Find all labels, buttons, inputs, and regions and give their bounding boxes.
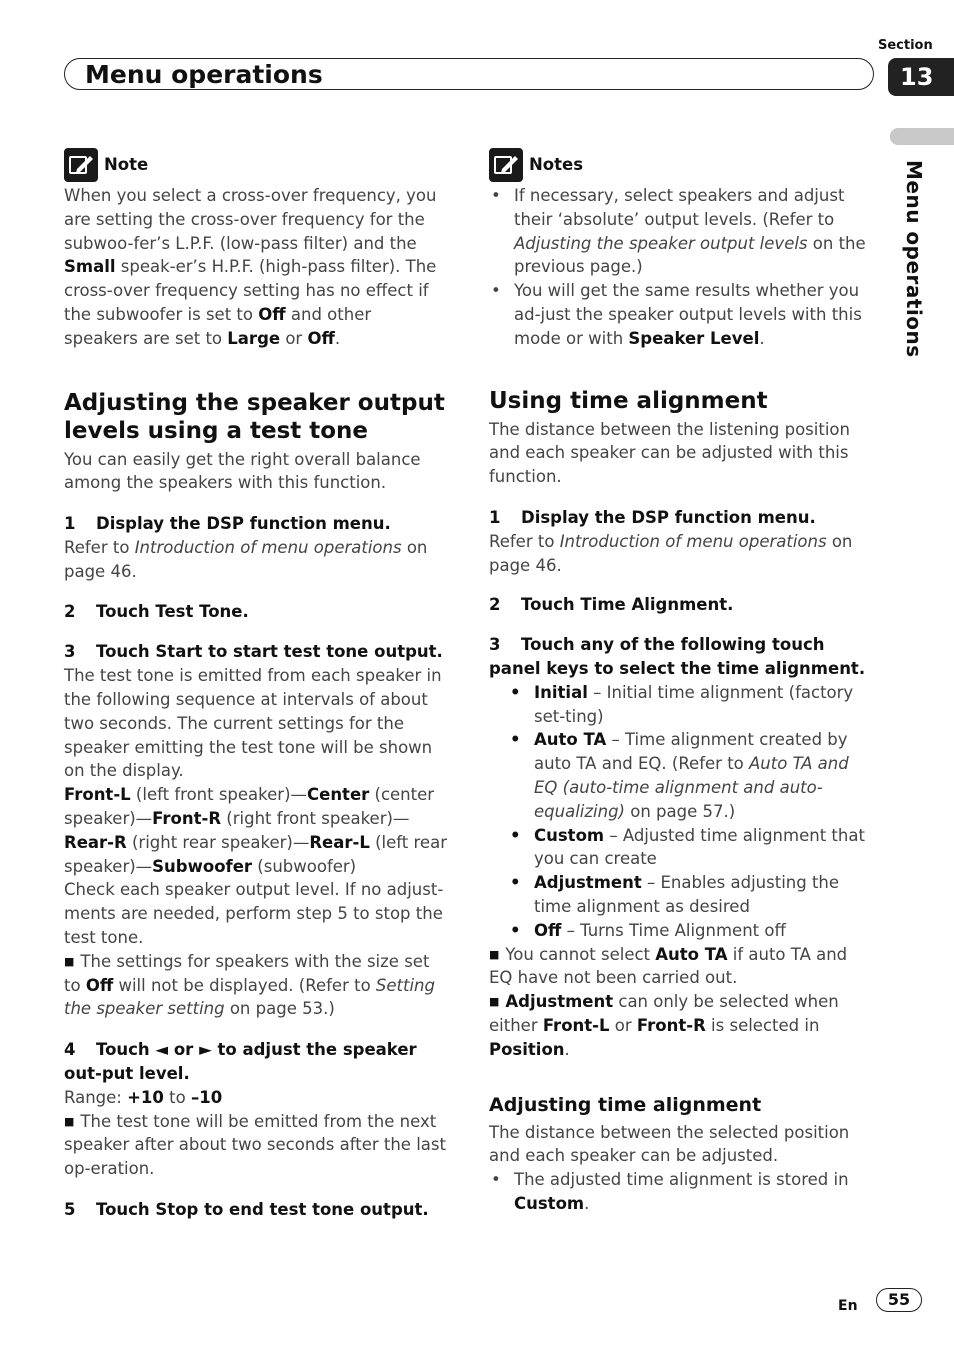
square-bullet-icon: ■ [64, 1114, 75, 1128]
option-auto-ta: • Auto TA – Time alignment created by auto TA and EQ. (Refer to Auto TA and EQ (auto-time alignment and auto-equalizing) on page 57.) [489, 728, 875, 823]
section-label: Section [878, 38, 933, 53]
note-header [64, 148, 448, 182]
step-2-heading: 2 Touch Time Alignment. [489, 595, 734, 615]
option-custom: • Custom – Adjusted time alignment that you can create [489, 824, 875, 872]
option-off: • Off – Turns Time Alignment off [489, 919, 875, 943]
note-pencil-icon [64, 148, 98, 182]
page-title: Menu operations [85, 60, 323, 89]
step-2-heading: 2 Touch Test Tone. [64, 601, 249, 621]
step-3-note-adjustment: ■ Adjustment can only be selected when either Front-L or Front-R is selected in Position. [489, 992, 839, 1059]
note-text: When you select a cross-over frequency, you are setting the cross-over frequency for the subwoo-fer’s L.P.F. (low-pass filter) and the Small speak-er’s H.P.F. (high-pass filter). The cross-over frequency setting has no effect if the subwoofer is set to Off and other speakers are set to Large or Off. [64, 186, 437, 348]
time-alignment-intro: The distance between the listening position and each speaker can be adjusted with this function. [489, 419, 850, 487]
step-3-check: Check each speaker output level. If no adjust-ments are needed, perform step 5 to stop the test tone. [64, 880, 444, 947]
square-bullet-icon: ■ [64, 954, 75, 968]
section-heading-time-alignment: Using time alignment [489, 387, 768, 414]
note-pencil-icon [489, 148, 523, 182]
step-1-reference: Refer to Introduction of menu operations on page 46. [64, 537, 428, 581]
option-initial: • Initial – Initial time alignment (factory set-ting) [489, 681, 875, 729]
step-3-heading: 3 Touch Start to start test tone output. [64, 642, 443, 662]
header-bar [64, 58, 874, 90]
notes-list [489, 184, 875, 351]
test-tone-intro: You can easily get the right overall balance among the speakers with this function. [64, 449, 421, 493]
option-adjustment: • Adjustment – Enables adjusting the time alignment as desired [489, 871, 875, 919]
step-3-note: ■ The settings for speakers with the size set to Off will not be displayed. (Refer to Setting the speaker setting on page 53.) [64, 951, 435, 1019]
note-label: Note [104, 155, 149, 175]
notes-header [489, 148, 875, 182]
list-item: • The adjusted time alignment is stored in Custom. [489, 1168, 875, 1216]
notes-label: Notes [529, 155, 584, 175]
side-tab-marker [890, 128, 954, 145]
left-column [64, 148, 448, 1222]
step-4-note: ■ The test tone will be emitted from the next speaker after about two seconds after the last op-eration. [64, 1111, 446, 1179]
step-5-heading: 5 Touch Stop to end test tone output. [64, 1199, 429, 1219]
step-4-range: Range: +10 to –10 [64, 1087, 223, 1107]
step-1-heading: 1 Display the DSP function menu. [64, 514, 391, 534]
page-number: 55 [876, 1288, 922, 1312]
section-heading-test-tone: Adjusting the speaker output levels using a test tone [64, 389, 445, 444]
step-1-heading: 1 Display the DSP function menu. [489, 507, 816, 527]
list-item: • You will get the same results whether you ad-just the speaker output levels with this mode or with Speaker Level. [489, 279, 875, 350]
section-number-badge: 13 [888, 58, 954, 96]
right-column [489, 148, 875, 1216]
step-3-body: The test tone is emitted from each speaker in the following sequence at intervals of about two seconds. The current settings for the speaker emitting the test tone will be shown on the display. [64, 666, 442, 781]
time-alignment-options [489, 681, 875, 943]
step-4-heading: 4 Touch ◄ or ► to adjust the speaker out-put level. [64, 1040, 417, 1083]
step-3-heading: 3 Touch any of the following touch panel keys to select the time alignment. [489, 635, 866, 678]
subheading-adjusting-time-alignment: Adjusting time alignment [489, 1093, 762, 1116]
language-label: En [838, 1298, 858, 1314]
square-bullet-icon: ■ [489, 995, 500, 1009]
adjusting-intro: The distance between the selected position and each speaker can be adjusted. [489, 1122, 850, 1166]
step-3-note-auto-ta: ■ You cannot select Auto TA if auto TA and EQ have not been carried out. [489, 944, 848, 988]
side-section-label: Menu operations [902, 160, 926, 358]
square-bullet-icon: ■ [489, 947, 500, 961]
speaker-sequence: Front-L (left front speaker)—Center (center speaker)—Front-R (right front speaker)—Rear-R (right rear speaker)—Rear-L (left rear speaker)—Subwoofer (subwoofer) [64, 785, 447, 876]
step-1-reference: Refer to Introduction of menu operations on page 46. [489, 531, 853, 575]
list-item: • If necessary, select speakers and adjust their ‘absolute’ output levels. (Refer to Adjusting the speaker output levels on the previous page.) [489, 184, 875, 279]
adjusting-notes [489, 1168, 875, 1216]
